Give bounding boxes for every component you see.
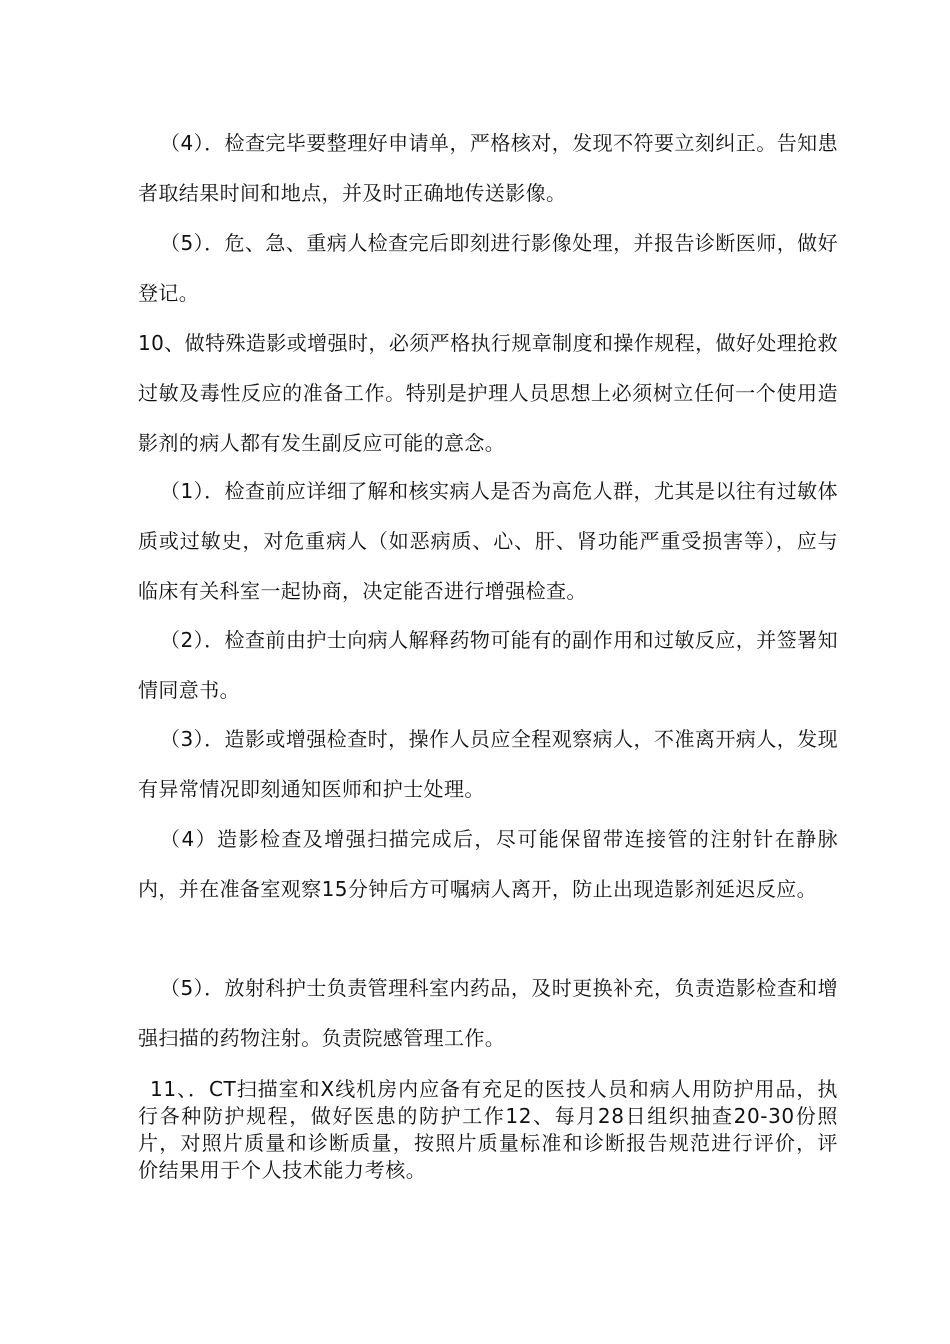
paragraph-item-4-check-complete: （4）．检查完毕要整理好申请单，严格核对，发现不符要立刻纠正。告知患者取结果时间和地点，并及时正确地传送影像。 — [138, 131, 838, 205]
paragraph-section-10-contrast: 10、做特殊造影或增强时，必须严格执行规章制度和操作规程，做好处理抢救过敏及毒性反应的准备工作。特别是护理人员思想上必须树立任何一个使用造影剂的病人都有发生副反应可能的意念。 — [138, 331, 838, 455]
paragraph-item-2-informed-consent: （2）．检查前由护士向病人解释药物可能有的副作用和过敏反应，并签署知情同意书。 — [138, 628, 838, 702]
paragraph-item-4-post-scan: （4）造影检查及增强扫描完成后，尽可能保留带连接管的注射针在静脉内，并在准备室观察15分钟后方可嘱病人离开，防止出现造影剂延迟反应。 — [138, 827, 838, 901]
paragraph-section-11-protection: 11、．CT扫描室和X线机房内应备有充足的医技人员和病人用防护用品，执行各种防护规程，做好医患的防护工作12、每月28日组织抽查20-30份照片，对照片质量和诊断质量，按照片质量标准和诊断报告规范进行评价，评价结果用于个人技术能力考核。 — [138, 1077, 838, 1182]
paragraph-item-3-observation: （3）．造影或增强检查时，操作人员应全程观察病人，不准离开病人，发现有异常情况即刻通知医师和护士处理。 — [138, 727, 838, 801]
paragraph-item-5-nurse-duties: （5）．放射科护士负责管理科室内药品，及时更换补充，负责造影检查和增强扫描的药物注射。负责院感管理工作。 — [138, 976, 838, 1050]
paragraph-item-5-critical-patients: （5）．危、急、重病人检查完后即刻进行影像处理，并报告诊断医师，做好登记。 — [138, 231, 838, 305]
paragraph-item-1-high-risk: （1）．检查前应详细了解和核实病人是否为高危人群，尤其是以往有过敏体质或过敏史，对危重病人（如恶病质、心、肝、肾功能严重受损害等），应与临床有关科室一起协商，决定能否进行增强检查。 — [138, 479, 838, 603]
